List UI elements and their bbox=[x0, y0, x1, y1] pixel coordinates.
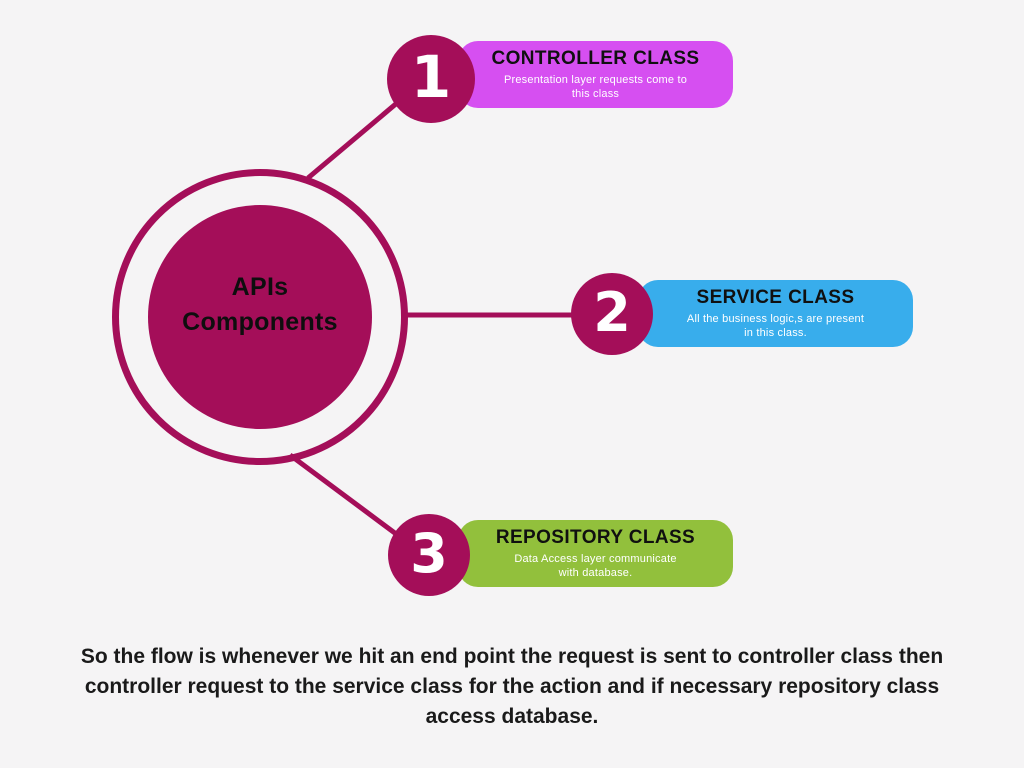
flow-summary-text bbox=[0, 642, 1024, 732]
hub-title-line2: Components bbox=[182, 308, 338, 336]
service-desc-line2: in this class. bbox=[744, 326, 807, 339]
hub-title bbox=[182, 270, 338, 340]
controller-number-badge bbox=[387, 35, 475, 123]
service-class-description bbox=[687, 313, 864, 340]
controller-class-description bbox=[504, 74, 687, 101]
repository-desc-line1: Data Access layer communicate bbox=[514, 553, 677, 565]
repository-class-title: REPOSITORY CLASS bbox=[495, 527, 696, 548]
service-number-badge bbox=[571, 273, 653, 355]
controller-desc-line1: Presentation layer requests come to bbox=[503, 74, 688, 86]
flow-summary-line3: access database. bbox=[425, 705, 599, 728]
controller-number: 1 bbox=[410, 43, 452, 111]
hub-circle bbox=[148, 205, 372, 429]
service-number: 2 bbox=[593, 280, 631, 344]
service-class-card bbox=[638, 280, 913, 347]
repository-number: 3 bbox=[410, 521, 448, 585]
hub-title-line1: APIs bbox=[231, 273, 289, 301]
flow-summary-line1: So the flow is whenever we hit an end point the request is sent to controller class then bbox=[80, 645, 944, 668]
service-desc-line1: All the business logic,s are present bbox=[686, 313, 865, 325]
service-class-title: SERVICE CLASS bbox=[696, 287, 855, 308]
repository-number-badge bbox=[388, 514, 470, 596]
repository-desc-line2: with database. bbox=[558, 566, 633, 579]
controller-class-card bbox=[458, 41, 733, 108]
controller-desc-line2: this class bbox=[571, 87, 620, 100]
repository-class-card bbox=[458, 520, 733, 587]
repository-class-description bbox=[514, 553, 676, 580]
flow-summary-line2: controller request to the service class for the action and if necessary repository class bbox=[84, 675, 940, 698]
controller-class-title: CONTROLLER CLASS bbox=[491, 48, 700, 69]
